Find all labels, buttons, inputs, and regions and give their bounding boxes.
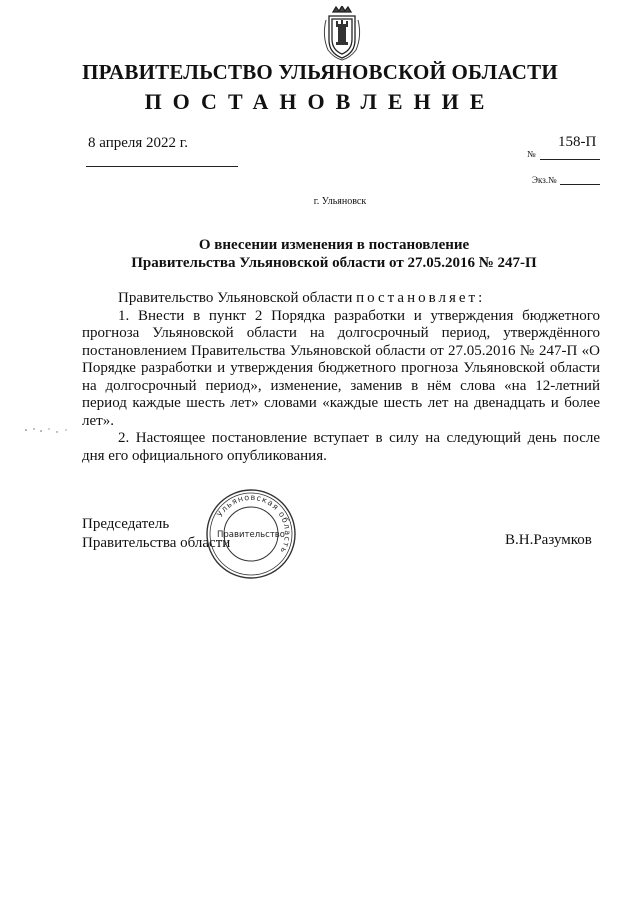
document-body: [82, 290, 600, 465]
government-title: ПРАВИТЕЛЬСТВО УЛЬЯНОВСКОЙ ОБЛАСТИ: [82, 60, 558, 84]
intro-paragraph: [82, 290, 600, 308]
copy-number-label: Экз.№: [532, 175, 557, 185]
document-city: г. Ульяновск: [313, 196, 367, 207]
date-underline: [86, 166, 238, 167]
seal-ring-text: Ульяновская область: [215, 492, 293, 556]
coat-of-arms-icon: [320, 6, 364, 62]
document-number: 158-П: [558, 134, 597, 150]
subject-line-1: О внесении изменения в постановление: [198, 237, 470, 253]
document-number-label: №: [527, 149, 536, 159]
item-1-paragraph: 1. Внести в пункт 2 Порядка разработки и утверждения бюджетного прогноза Ульяновской области на долгосрочный период, утверждённого постановлением Правительства Ульяновской области от 27.05.2016 № 247-П «О Порядке разработки и утверждения бюджетного прогноза Ульяновской области на долгосрочный период», изменение, заменив в нём слова «на 12-летний период каждые шесть лет» словами «каждые шесть лет на двенадцать и более лет».: [82, 307, 600, 429]
item-2-paragraph: 2. Настоящее постановление вступает в силу на следующий день после дня его официального опубликования.: [82, 430, 600, 464]
scan-specks: [22, 424, 82, 436]
signer-position-line-1: Председатель: [82, 516, 170, 532]
document-type-title: ПОСТАНОВЛЕНИЕ: [144, 89, 496, 114]
document-subject: [0, 236, 640, 272]
subject-line-2: Правительства Ульяновской области от 27.05.2016 № 247-П: [131, 255, 537, 271]
official-seal-icon: [205, 488, 297, 580]
seal-center-text: Правительство: [217, 530, 285, 540]
intro-verb: постановляет:: [356, 290, 486, 306]
signer-name: В.Н.Разумков: [505, 532, 592, 548]
copy-number-underline: [560, 184, 600, 185]
number-underline: [540, 159, 600, 160]
document-date: 8 апреля 2022 г.: [88, 135, 188, 151]
intro-prefix: Правительство Ульяновской области: [118, 290, 353, 306]
signer-position-line-2: Правительства области: [82, 534, 231, 551]
